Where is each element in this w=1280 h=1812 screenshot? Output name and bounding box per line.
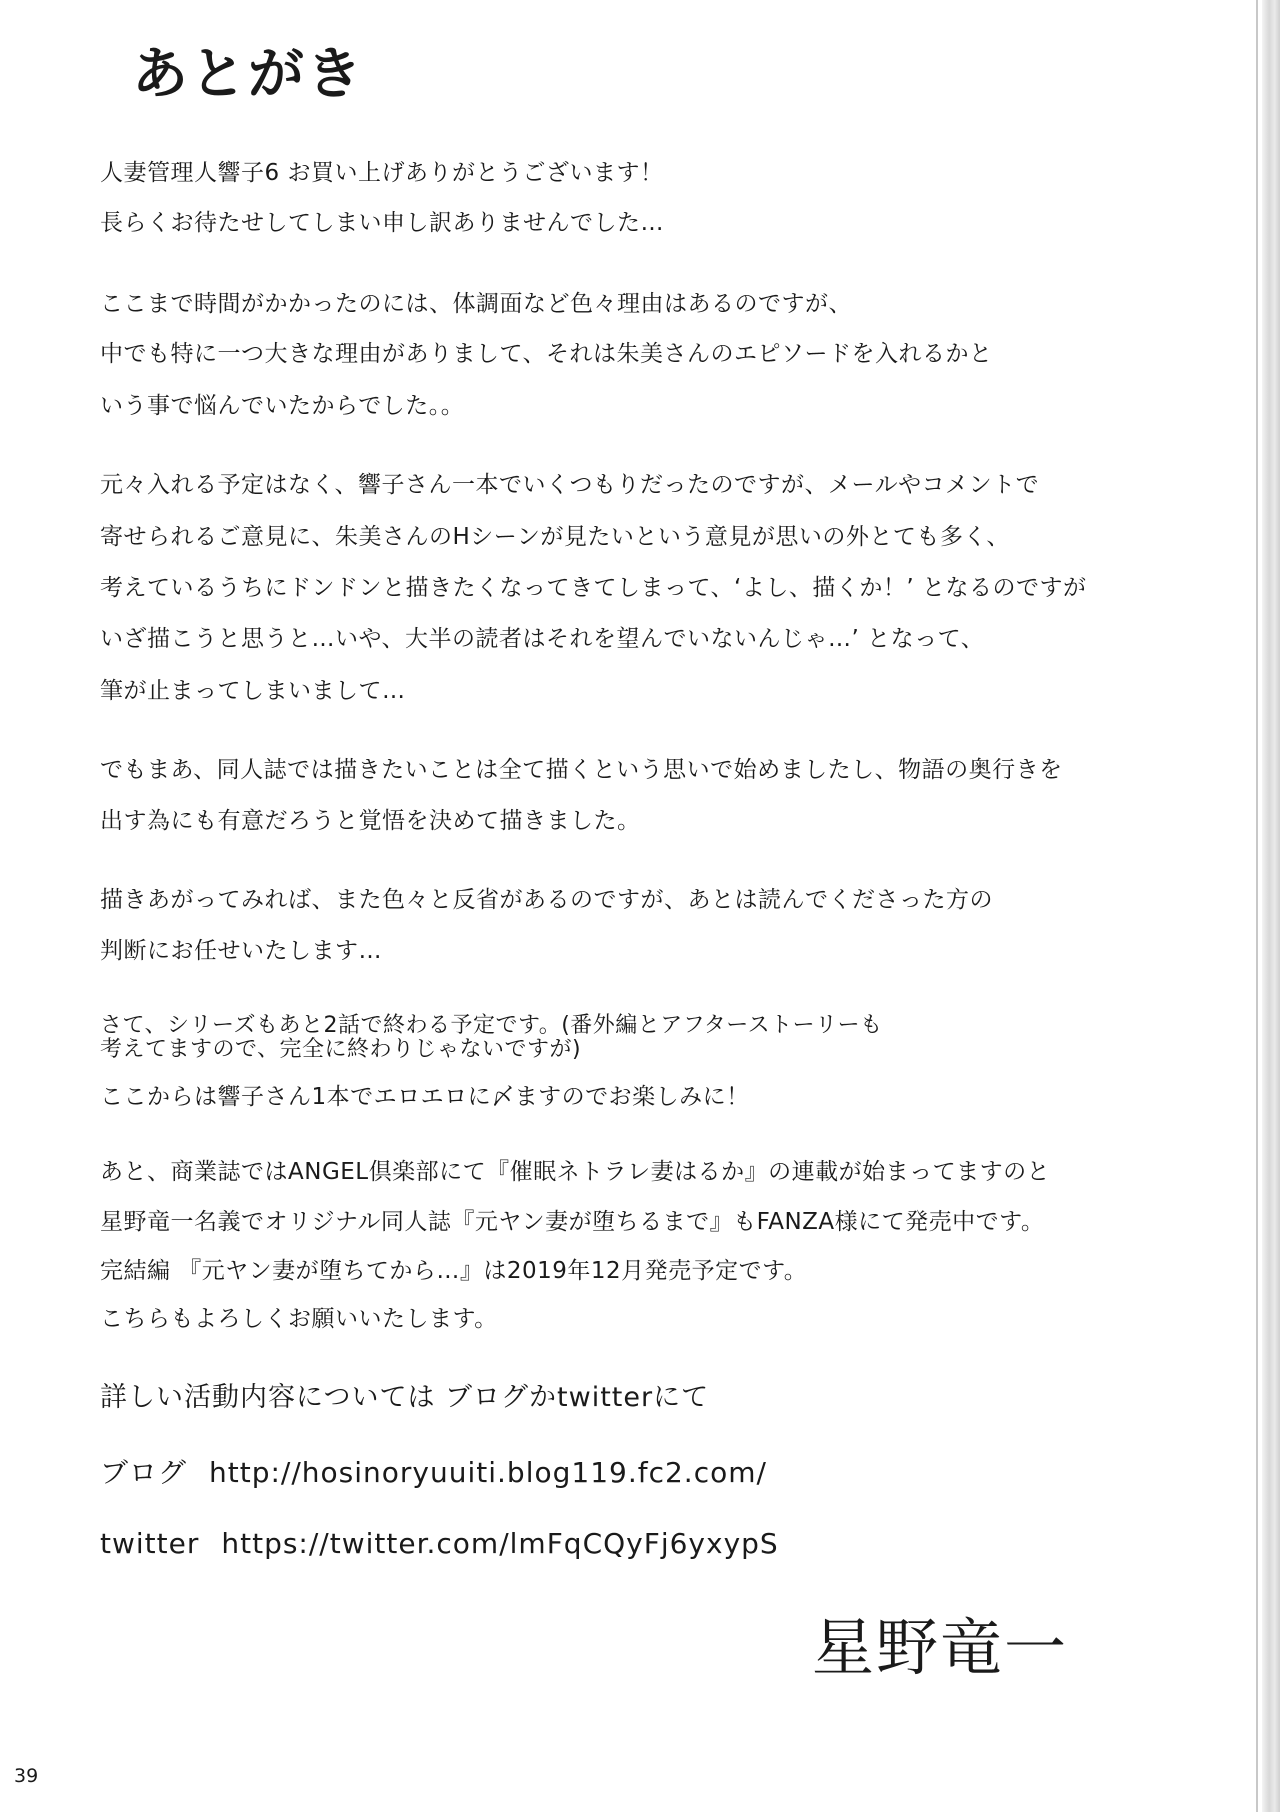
text-line: 星野竜一名義でオリジナル同人誌『元ヤン妻が堕ちるまで』もFANZA様にて発売中です。: [100, 1209, 1045, 1235]
page-binding-edge: [1262, 0, 1280, 1812]
text-line: 寄せられるご意見に、朱美さんのHシーンが見たいという意見が思いの外とても多く、: [100, 524, 1010, 550]
text-line: あと、商業誌ではANGEL倶楽部にて『催眠ネトラレ妻はるか』の連載が始まってますのと: [100, 1159, 1051, 1185]
page-title: あとがき: [132, 42, 364, 107]
text-line: 元々入れる予定はなく、響子さん一本でいくつもりだったのですが、メールやコメントで: [100, 472, 1040, 498]
text-line: 人妻管理人響子6 お買い上げありがとうございます！: [100, 160, 664, 186]
text-line: 長らくお待たせしてしまい申し訳ありませんでした…: [100, 210, 664, 236]
text-line: でもまあ、同人誌では描きたいことは全て描くという思いで始めましたし、物語の奥行きを: [100, 757, 1063, 783]
text-line: いう事で悩んでいたからでした。。: [100, 393, 465, 419]
twitter-link-row: [100, 1526, 779, 1562]
text-line: 考えてますので、完全に終わりじゃないですが): [100, 1037, 582, 1062]
text-line: ここからは響子さん1本でエロエロに〆ますのでお楽しみに！: [100, 1084, 750, 1110]
blog-label: ブログ: [100, 1456, 188, 1489]
blog-url[interactable]: http://hosinoryuuiti.blog119.fc2.com/: [209, 1456, 767, 1489]
blog-link-row: [100, 1455, 767, 1491]
text-line: こちらもよろしくお願いいたします。: [100, 1306, 498, 1332]
text-line: さて、シリーズもあと2話で終わる予定です。(番外編とアフターストーリーも: [100, 1013, 883, 1038]
text-line: ここまで時間がかかったのには、体調面など色々理由はあるのですが、: [100, 291, 852, 317]
text-line: いざ描こうと思うと…いや、大半の読者はそれを望んでいないんじゃ…’ となって、: [100, 626, 985, 652]
text-line: 判断にお任せいたします…: [100, 938, 382, 964]
text-line: 筆が止まってしまいまして…: [100, 678, 406, 704]
text-line: 中でも特に一つ大きな理由がありまして、それは朱美さんのエピソードを入れるかと: [100, 341, 993, 367]
activity-note: 詳しい活動内容については ブログかtwitterにて: [100, 1382, 710, 1413]
text-line: 出す為にも有意だろうと覚悟を決めて描きました。: [100, 808, 641, 834]
text-line: 描きあがってみれば、また色々と反省があるのですが、あとは読んでくださった方の: [100, 887, 993, 913]
text-line: 考えているうちにドンドンと描きたくなってきてしまって、‘よし、描くか！’ となるのですが: [100, 575, 1087, 601]
author-signature: 星野竜一: [812, 1611, 1069, 1684]
page-edge-line: [1256, 0, 1258, 1812]
twitter-url[interactable]: https://twitter.com/lmFqCQyFj6yxypS: [221, 1527, 779, 1560]
page-number: 39: [14, 1765, 39, 1787]
twitter-label: twitter: [100, 1527, 200, 1560]
text-line: 完結編 『元ヤン妻が堕ちてから…』は2019年12月発売予定です。: [100, 1258, 808, 1284]
